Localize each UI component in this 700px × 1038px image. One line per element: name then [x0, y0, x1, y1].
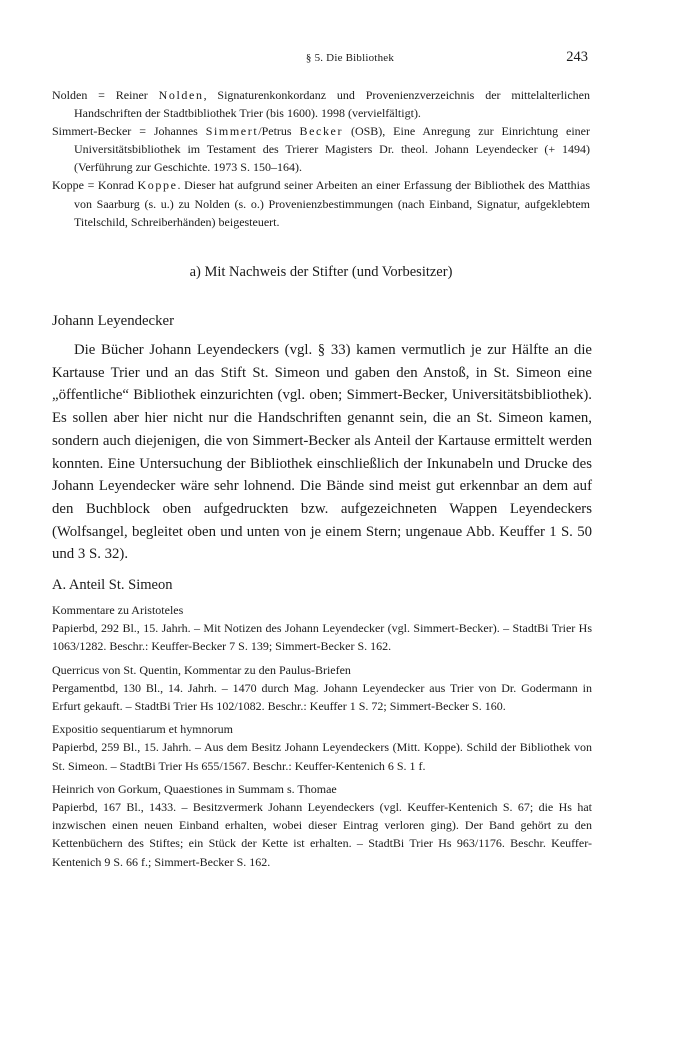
abbreviation-list — [52, 86, 590, 231]
abbreviation-entry-simmert-becker — [52, 122, 590, 176]
running-head-title: § 5. Die Bibliothek — [305, 52, 395, 64]
abbreviation-key: Nolden = Reiner — [52, 88, 159, 102]
abbreviation-key: Koppe = Konrad — [52, 178, 138, 193]
abbreviation-text: , Signaturenkonkordanz und Provenienzverzeichnis der mittelalterlichen Handschriften der Stadtbibliothek Trier (bis 1600). 1998 (vervielfältigt). — [74, 88, 590, 121]
manuscript-entry — [52, 661, 592, 716]
author-name-spaced: Simmert — [205, 124, 259, 139]
running-head — [0, 49, 700, 72]
body-paragraph: Die Bücher Johann Leyendeckers (vgl. § 33) kamen vermutlich je zur Hälfte an die Kartause Trier und an das Stift St. Simeon und gaben den Anstoß, in St. Simeon eine „öffentliche“ Bibliothek einzurichten (vgl. oben; Simmert-Becker, Universitätsbibliothek). Es sollen aber hier nicht nur die Handschriften genannt sein, die an St. Simeon kamen, sondern auch diejenigen, die von Simmert-Becker als Anteil der Kartause ermittelt werden konnten. Eine Untersuchung der Bibliothek einschließlich der Inkunabeln und Drucke des Johann Leyendecker wäre sehr lohnend. Die Bände sind meist gut erkennbar an dem auf den Buchblock oben aufgedruckten bzw. aufgezeichneten Wappen Leyendeckers (Wolfsangel, begleitet oben und unten von je einem Stern; ungenaue Abb. Keuffer 1 S. 50 und 3 S. 32). — [52, 342, 592, 563]
manuscript-description: Papierbd, 167 Bl., 1433. – Besitzvermerk Johann Leyendeckers (vgl. Keuffer-Kentenich S. 67; die Hs hat inzwischen einen neuen Einband erhalten, wobei dieser Eintrag verloren ging). Der Band gehört zu den Kettenbüchern des Stiftes; ein Stück der Kette ist erhalten. – StadtBi Trier Hs 963/1176. Beschr. Keuffer-Kentenich 9 S. 66 f.; Simmert-Becker S. 162. — [52, 800, 592, 869]
abbreviation-text: /Petrus — [258, 124, 300, 139]
manuscript-list — [52, 601, 592, 876]
author-name-spaced: Becker — [299, 124, 344, 139]
abbreviation-entry-nolden — [52, 86, 590, 122]
manuscript-title: Heinrich von Gorkum, Quaestiones in Summam s. Thomae — [52, 781, 337, 796]
abbreviation-text: . Dieser hat aufgrund seiner Arbeiten an einer Erfassung der Bibliothek des Matthias von Saarburg (s. u.) zu Nolden (s. o.) Provenienzbestimmungen (nach Einband, Signatur, aufgeklebtem Titelschild, Schreiberhänden) beigesteuert. — [74, 178, 591, 229]
person-heading: Johann Leyendecker — [52, 313, 175, 329]
abbreviation-text: (OSB), Eine Anregung zur Einrichtung einer Universitätsbibliothek im Testament des Trierer Magisters Dr. theol. Johann Leyendecker (+ 1494) (Verführung zur Geschichte. 1973 S. 150–164). — [74, 124, 590, 175]
author-name-spaced: Nolden — [158, 88, 204, 102]
manuscript-description: Pergamentbd, 130 Bl., 14. Jahrh. – 1470 durch Mag. Johann Leyendecker aus Trier von Dr. Godermann in Erfurt gekauft. – StadtBi Trier Hs 102/1082. Beschr.: Keuffer 1 S. 72; Simmert-Becker S. 160. — [52, 680, 592, 714]
manuscript-entry — [52, 780, 592, 871]
manuscript-description: Papierbd, 292 Bl., 15. Jahrh. – Mit Notizen des Johann Leyendecker (vgl. Simmert-Becker). – StadtBi Trier Hs 1063/1282. Beschr.: Keuffer-Becker 7 S. 139; Simmert-Becker S. 162. — [52, 621, 592, 654]
manuscript-description: Papierbd, 259 Bl., 15. Jahrh. – Aus dem Besitz Johann Leyendeckers (Mitt. Koppe). Schild der Bibliothek von St. Simeon. – StadtBi Trier Hs 655/1567. Beschr.: Keuffer-Kentenich 6 S. 1 f. — [52, 740, 592, 773]
manuscript-entry — [52, 720, 592, 775]
manuscript-entry — [52, 601, 592, 656]
page-number: 243 — [566, 49, 588, 65]
abbreviation-key: Simmert-Becker = Johannes — [52, 124, 206, 139]
sub-heading: A. Anteil St. Simeon — [52, 577, 173, 593]
abbreviation-entry-koppe — [52, 176, 590, 230]
manuscript-title: Kommentare zu Aristoteles — [52, 603, 184, 617]
manuscript-title: Expositio sequentiarum et hymnorum — [52, 722, 233, 737]
section-heading: a) Mit Nachweis der Stifter (und Vorbesitzer) — [189, 264, 453, 280]
author-name-spaced: Koppe — [137, 178, 178, 193]
manuscript-title: Querricus von St. Quentin, Kommentar zu den Paulus-Briefen — [52, 662, 351, 677]
